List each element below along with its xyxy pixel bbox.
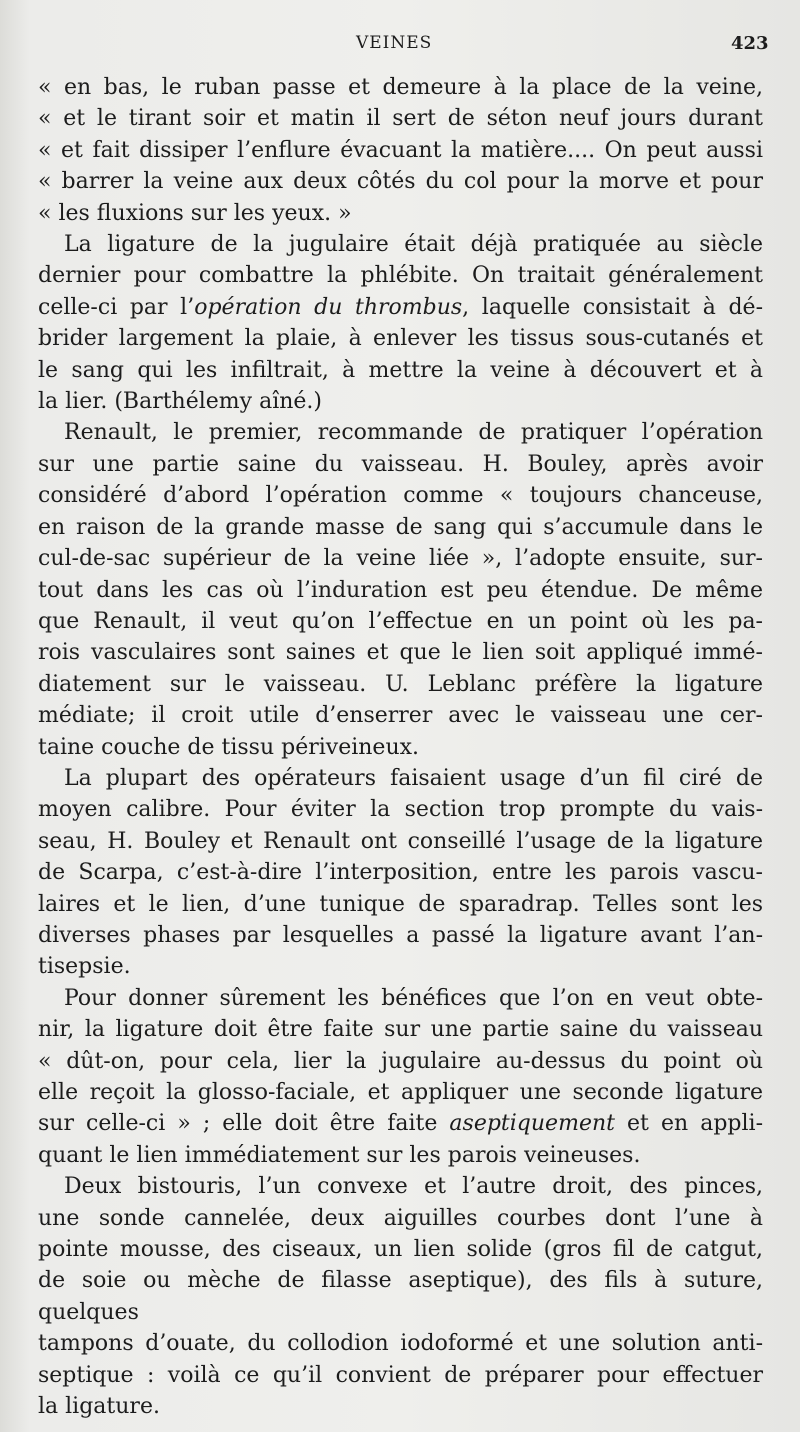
text-line: quant le lien immédiatement sur les parois veineuses. [38,1142,641,1168]
text-line: sur une partie saine du vaisseau. H. Bouley, après avoir [38,451,763,477]
text-line: le sang qui les infiltrait, à mettre la veine à découvert et à [38,357,763,383]
text-line: pointe mousse, des ciseaux, un lien solide (gros fil de catgut, [38,1237,763,1263]
text-line: « et le tirant soir et matin il sert de séton neuf jours durant [38,106,763,132]
text-line: une sonde cannelée, deux aiguilles courbes dont l’une à [38,1205,763,1231]
text-run: , laquelle consistait à dé- [462,294,763,320]
italic-term: opération du thrombus [194,294,463,320]
text-line: tout dans les cas où l’induration est peu étendue. De même [38,577,763,603]
text-line: brider largement la plaie, à enlever les tissus sous-cutanés et [38,326,763,352]
text-line: la ligature. [38,1394,160,1420]
text-line: tisepsie. [38,954,131,980]
text-line: « et fait dissiper l’enflure évacuant la matière.... On peut aussi [38,137,763,163]
text-line: La plupart des opérateurs faisaient usage d’un fil ciré de [64,765,763,791]
text-line: « barrer la veine aux deux côtés du col pour la morve et pour [38,169,763,195]
text-line: elle reçoit la glosso-faciale, et appliquer une seconde ligature [38,1080,763,1105]
running-title: VEINES [356,33,433,53]
paragraph-operateurs [38,763,763,983]
text-line: « les fluxions sur les yeux. » [38,200,352,226]
text-line: Deux bistouris, l’un convexe et l’autre droit, des pinces, [64,1174,763,1200]
text-line: considéré d’abord l’opération comme « toujours chanceuse, [38,483,763,509]
text-line: Renault, le premier, recommande de pratiquer l’opération [64,420,763,446]
text-line: rois vasculaires sont saines et que le lien soit appliqué immé- [38,640,763,666]
text-line: en raison de la grande masse de sang qui s’accumule dans le [38,514,763,540]
text-line: moyen calibre. Pour éviter la section trop prompte du vais- [38,797,763,823]
text-line: de Scarpa, c’est-à-dire l’interposition, entre les parois vascu- [38,860,763,886]
text-line: taine couche de tissu périveineux. [38,734,420,760]
text-run: celle-ci par l’ [38,294,195,320]
text-line: « dût-on, pour cela, lier la jugulaire au-dessus du point où [38,1048,763,1074]
text-line: « en bas, le ruban passe et demeure à la place de la veine, [38,75,763,100]
text-line: tampons d’ouate, du collodion iodoformé et une solution anti- [38,1331,763,1357]
paragraph-ligature-history [38,229,763,417]
text-run: sur celle-ci » ; elle doit être faite [38,1111,450,1137]
italic-term: aseptiquement [449,1111,615,1137]
text-line: nir, la ligature doit être faite sur une partie saine du vaisseau [38,1017,763,1043]
text-line: de soie ou mèche de filasse aseptique), des fils à suture, quelques [38,1268,763,1325]
text-line: cul-de-sac supérieur de la veine liée », l’adopte ensuite, sur- [38,546,763,572]
text-line: laires et le lien, d’une tunique de sparadrap. Telles sont les [38,891,763,917]
body-text [38,72,763,1422]
page-number: 423 [731,33,769,54]
text-run: et en appli- [614,1111,763,1137]
text-line: septique : voilà ce qu’il convient de préparer pour effectuer [38,1362,763,1388]
text-line: dernier pour combattre la phlébite. On traitait généralement [38,263,763,289]
text-line: Pour donner sûrement les bénéfices que l’on en veut obte- [64,985,763,1011]
text-line [38,1108,763,1139]
paragraph-benefices [38,983,763,1171]
text-line: La ligature de la jugulaire était déjà pratiquée au siècle [64,232,763,258]
running-head [0,33,800,57]
text-line: la lier. (Barthélemy aîné.) [38,389,322,415]
text-line: médiate; il croit utile d’enserrer avec le vaisseau une cer- [38,703,763,729]
text-line: diatement sur le vaisseau. U. Leblanc préfère la ligature [38,671,763,697]
paragraph-renault [38,417,763,762]
text-line: que Renault, il veut qu’on l’effectue en un point où les pa- [38,608,763,634]
text-line: diverses phases par lesquelles a passé la ligature avant l’an- [38,922,763,948]
text-line: seau, H. Bouley et Renault ont conseillé l’usage de la ligature [38,828,763,854]
text-line [38,292,763,323]
paragraph-quote-continuation [38,72,763,229]
paragraph-instruments [38,1171,763,1422]
